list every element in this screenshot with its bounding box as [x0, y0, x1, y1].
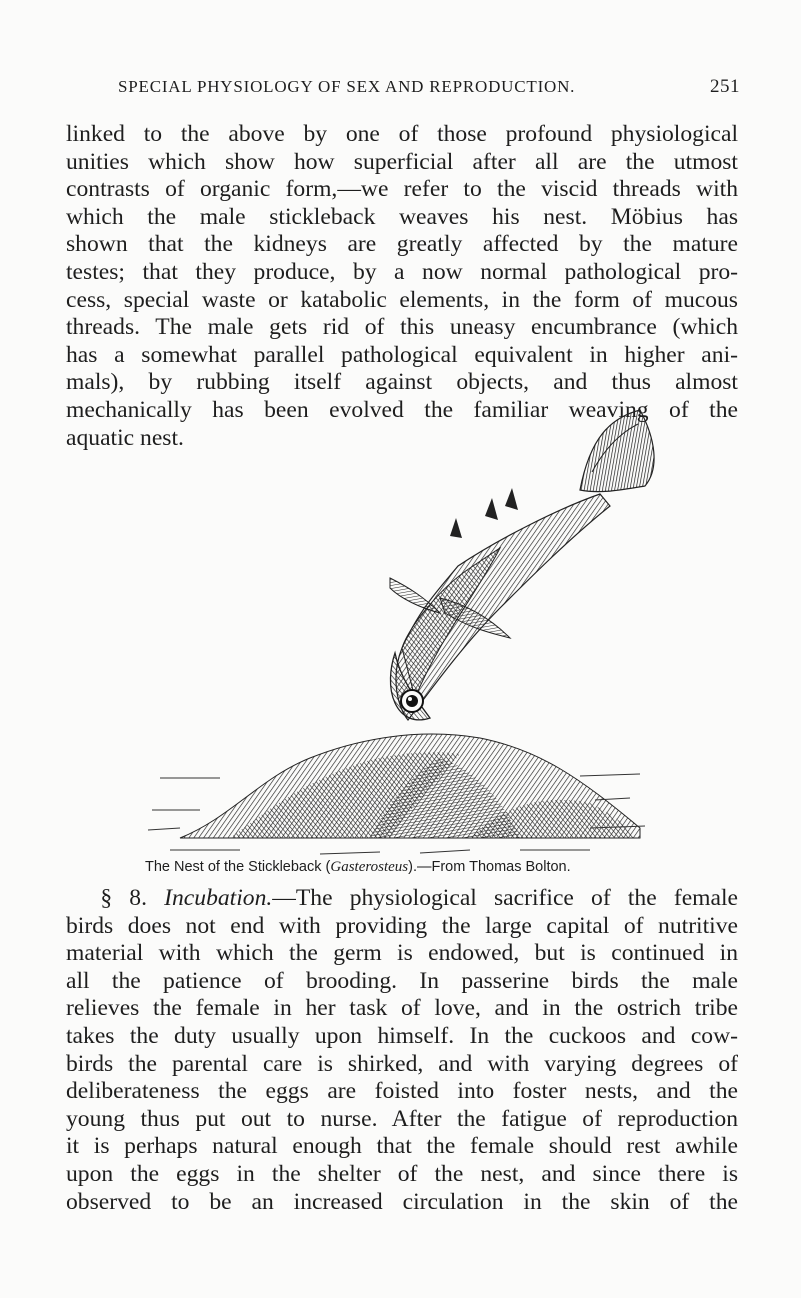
text-line: observed to be an increased circulation in the skin of the: [66, 1188, 738, 1215]
text-line: young thus put out to nurse. After the fatigue of reproduction: [66, 1105, 738, 1132]
caption-text: The Nest of the Stickleback (: [145, 859, 331, 875]
text-line-first: [66, 885, 738, 913]
text-line: mechanically has been evolved the familiar weaving of the: [66, 396, 738, 423]
text-line: testes; that they produce, by a now normal pathological pro-: [66, 258, 738, 285]
text-line: which the male stickleback weaves his nest. Möbius has: [66, 203, 738, 230]
text-line: birds does not end with providing the large capital of nutritive: [66, 912, 738, 939]
text-line: has a somewhat parallel pathological equivalent in higher ani-: [66, 341, 738, 368]
text-line: takes the duty usually upon himself. In the cuckoos and cow-: [66, 1022, 738, 1049]
paragraph-2: [66, 885, 738, 1216]
text-line: cess, special waste or katabolic elements, in the form of mucous: [66, 286, 738, 313]
text-line: deliberateness the eggs are foisted into foster nests, and the: [66, 1078, 738, 1105]
first-line-text: —The physiological sacrifice of the female: [272, 885, 739, 911]
text-line: unities which show how superficial after all are the utmost: [66, 148, 738, 175]
caption-source: ).—From Thomas Bolton.: [408, 859, 571, 875]
text-line: relieves the female in her task of love, and in the ostrich tribe: [66, 995, 738, 1022]
text-line: it is perhaps natural enough that the female should rest awhile: [66, 1133, 738, 1160]
engraving-image: [140, 398, 660, 860]
caption-species: Gasterosteus: [330, 859, 409, 875]
stickleback-nest-illustration: [140, 398, 660, 860]
header-title: SPECIAL PHYSIOLOGY OF SEX AND REPRODUCTION.: [118, 77, 576, 96]
text-line: linked to the above by one of those profound physiological: [66, 121, 738, 147]
text-line: threads. The male gets rid of this uneasy encumbrance (which: [66, 314, 738, 341]
figure-caption: [145, 858, 665, 876]
text-line: material with which the germ is endowed, but is continued in: [66, 940, 738, 967]
text-line: all the patience of brooding. In passerine birds the male: [66, 967, 738, 994]
section-number: § 8.: [100, 885, 147, 911]
text-line: aquatic nest.: [66, 424, 184, 451]
text-line: contrasts of organic form,—we refer to the viscid threads with: [66, 176, 738, 203]
fish-drawing: [390, 410, 654, 720]
text-line: upon the eggs in the shelter of the nest, and since there is: [66, 1160, 738, 1187]
page-number: 251: [710, 76, 740, 97]
text-line: birds the parental care is shirked, and with varying degrees of: [66, 1050, 738, 1077]
running-header: [118, 77, 740, 97]
text-line: mals), by rubbing itself against objects, and thus almost: [66, 369, 738, 396]
text-line: shown that the kidneys are greatly affected by the mature: [66, 231, 738, 258]
nest-drawing: [148, 734, 645, 854]
section-heading: Incubation.: [164, 885, 273, 911]
